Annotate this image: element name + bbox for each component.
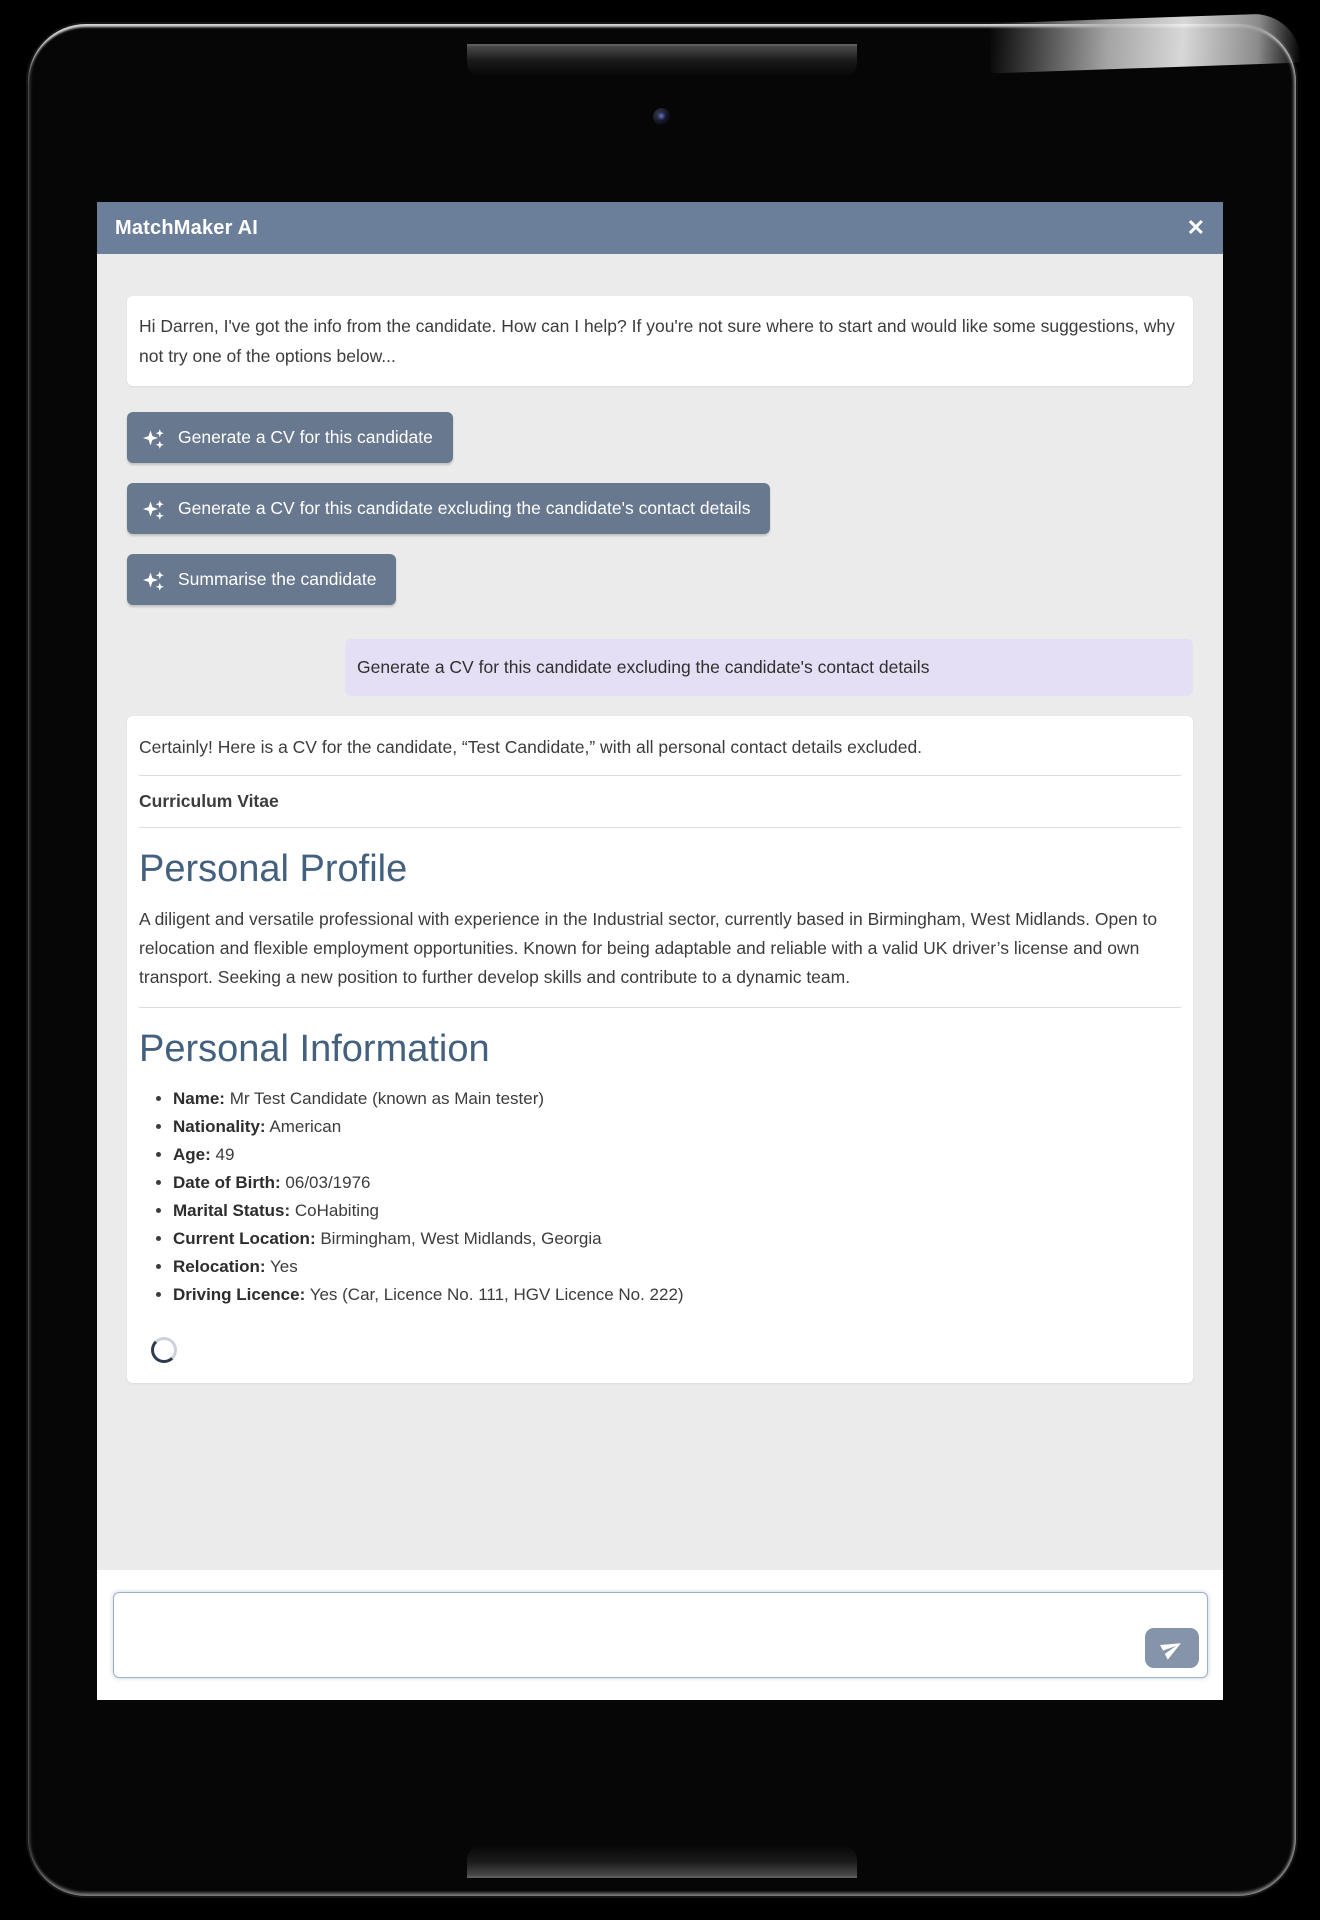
list-item: • Name: Mr Test Candidate (known as Main tester)	[173, 1085, 1181, 1113]
divider	[139, 827, 1181, 828]
assistant-greeting-message	[127, 296, 1193, 386]
personal-profile-heading: Personal Profile	[139, 848, 408, 890]
send-button[interactable]	[1145, 1628, 1199, 1668]
list-item: • Marital Status: CoHabiting	[173, 1197, 1181, 1225]
loading-spinner	[151, 1337, 177, 1363]
divider	[139, 775, 1181, 776]
personal-information-list	[147, 1085, 1181, 1309]
tablet-frame	[28, 24, 1296, 1896]
sparkles-icon	[142, 427, 165, 449]
message-input[interactable]	[113, 1592, 1208, 1678]
list-item: • Date of Birth: 06/03/1976	[173, 1169, 1181, 1197]
user-message	[345, 639, 1193, 696]
suggestion-buttons	[127, 412, 1193, 605]
list-item: • Age: 49	[173, 1141, 1181, 1169]
suggestion-generate-cv-button[interactable]	[127, 412, 453, 463]
composer-bar	[97, 1570, 1223, 1700]
suggestion-label: Generate a CV for this candidate excluding the candidate's contact details	[178, 498, 751, 518]
sparkles-icon	[142, 498, 165, 520]
list-item: • Nationality: American	[173, 1113, 1181, 1141]
greeting-text: Hi Darren, I've got the info from the candidate. How can I help? If you're not sure where to start and would like some suggestions, why not try one of the options below...	[139, 316, 1175, 366]
suggestion-generate-cv-no-contact-button[interactable]	[127, 483, 770, 534]
assistant-response-message	[127, 716, 1193, 1383]
chat-area	[97, 254, 1223, 1570]
camera-lens	[658, 113, 666, 121]
tablet-edge-highlight	[989, 13, 1301, 74]
response-intro: Certainly! Here is a CV for the candidate, “Test Candidate,” with all personal contact details excluded.	[139, 737, 923, 757]
composer-input-wrap	[113, 1592, 1208, 1678]
user-message-text: Generate a CV for this candidate excluding the candidate's contact details	[357, 657, 930, 677]
list-item: • Relocation: Yes	[173, 1253, 1181, 1281]
app-title: MatchMaker AI	[115, 216, 259, 239]
personal-information-heading: Personal Information	[139, 1028, 490, 1070]
app-header	[97, 202, 1223, 254]
paper-plane-icon	[1157, 1633, 1187, 1663]
suggestion-label: Generate a CV for this candidate	[178, 427, 433, 447]
sparkles-icon	[142, 569, 165, 591]
suggestion-summarise-button[interactable]	[127, 554, 396, 605]
cv-doc-title: Curriculum Vitae	[139, 791, 279, 811]
front-camera-icon	[653, 108, 671, 126]
matchmaker-window	[97, 202, 1223, 1700]
list-item: • Current Location: Birmingham, West Midlands, Georgia	[173, 1225, 1181, 1253]
tablet-top-groove	[467, 44, 857, 78]
suggestion-label: Summarise the candidate	[178, 569, 377, 589]
close-icon[interactable]: ✕	[1186, 215, 1205, 240]
tablet-bottom-groove	[467, 1844, 857, 1878]
list-item: • Driving Licence: Yes (Car, Licence No. 111, HGV Licence No. 222)	[173, 1281, 1181, 1309]
personal-profile-text: A diligent and versatile professional with experience in the Industrial sector, currently based in Birmingham, West Midlands. Open to relocation and flexible employment opportunities. Known for being adaptable and reliable with a valid UK driver’s license and own transport. Seeking a new position to further develop skills and contribute to a dynamic team.	[139, 909, 1158, 987]
divider	[139, 1007, 1181, 1008]
